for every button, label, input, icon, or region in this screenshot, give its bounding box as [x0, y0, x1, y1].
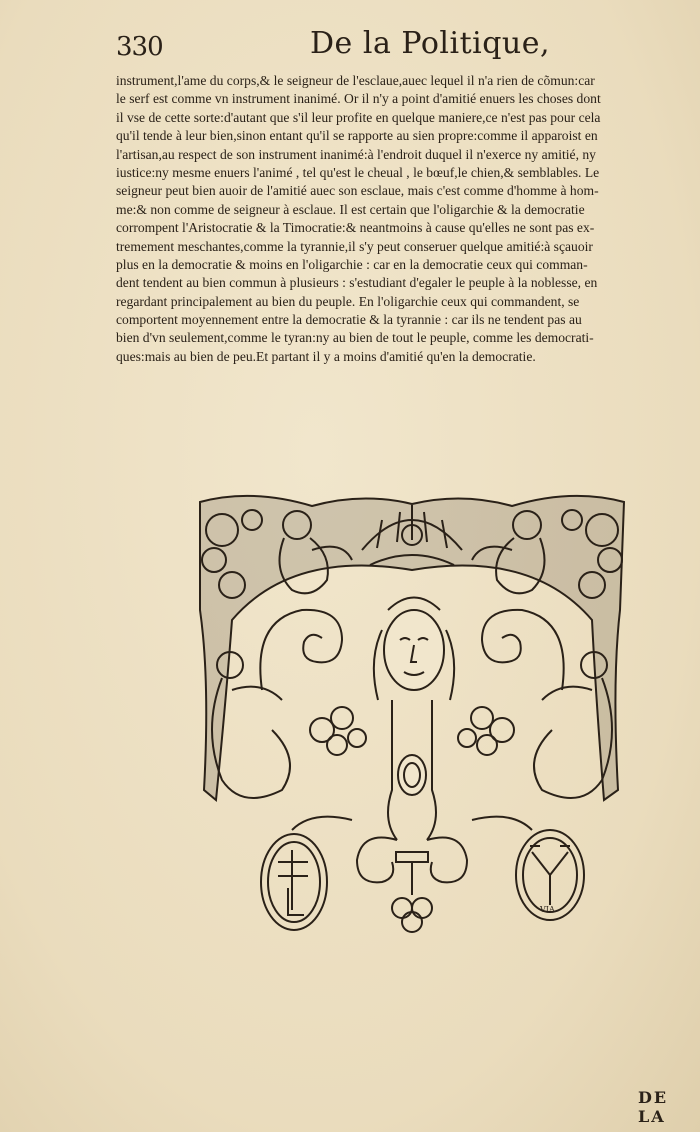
- text-line: tremement meschantes,comme la tyrannie,il s'y peut conseruer quelque amitié:à sçauoir: [116, 238, 593, 254]
- text-line: bien d'vn seulement,comme le tyran:ny au bien de tout le peuple, comme les democrati-: [116, 330, 594, 346]
- text-line: seigneur peut bien auoir de l'amitié auec son esclaue, mais c'est comme d'homme à hom-: [116, 183, 599, 199]
- right-seal-text: VIA: [540, 905, 555, 914]
- text-line: dent tendent au bien commun à plusieurs : s'estudiant d'egaler le peuple à la noblesse, en: [116, 275, 598, 291]
- running-head: De la Politique,: [310, 26, 551, 61]
- text-line: comportent moyennement entre la democratie & la tyrannie : car ils ne tendent pas au: [116, 312, 582, 328]
- page-number: 330: [116, 32, 163, 62]
- text-line: il vse de cette sorte:d'autant que s'il leur profite en quelque maniere,ce n'est pas pour cela: [116, 109, 601, 125]
- left-seal-icon: [261, 834, 327, 930]
- mask-face-icon: [374, 598, 454, 701]
- text-line: qu'il tende à leur bien,sinon entant qu'il se rapporte au sien propre:comme il apparoist en: [116, 128, 598, 144]
- medallion-stem-icon: [292, 700, 532, 932]
- body-text: [116, 72, 682, 366]
- text-line: me:& non comme de seigneur à esclaue. Il est certain que l'oligarchie & la democratie: [116, 201, 585, 217]
- fruit-cluster-icon: [310, 707, 514, 755]
- text-line: iustice:ny mesme enuers l'animé , tel qu'est le cheual , le bœuf,le chien,& semblables. Le: [116, 164, 600, 180]
- text-line: le serf est comme vn instrument inanimé. Or il n'y a point d'amitié enuers les choses dont: [116, 91, 601, 107]
- text-line: regardant principalement au bien du peuple. En l'oligarchie ceux qui commandent, se: [116, 293, 580, 309]
- text-line: plus en la democratie & moins en l'oligarchie : car en la democratie ceux qui comman-: [116, 256, 588, 272]
- text-line: instrument,l'ame du corps,& le seigneur de l'esclaue,auec lequel il n'a rien de cõmun:car: [116, 73, 595, 88]
- catchword: DE LA: [638, 1088, 669, 1126]
- text-line: ques:mais au bien de peu.Et partant il y a moins d'amitié qu'en la democratie.: [116, 348, 536, 364]
- woodcut-ornament: [192, 490, 632, 945]
- text-line: corrompent l'Aristocratie & la Timocratie:& neantmoins à cause qu'elles ne sont pas ex-: [116, 220, 595, 236]
- text-line: l'artisan,au respect de son instrument inanimé:à l'endroit duquel il n'exerce ny amitié, ny: [116, 146, 596, 162]
